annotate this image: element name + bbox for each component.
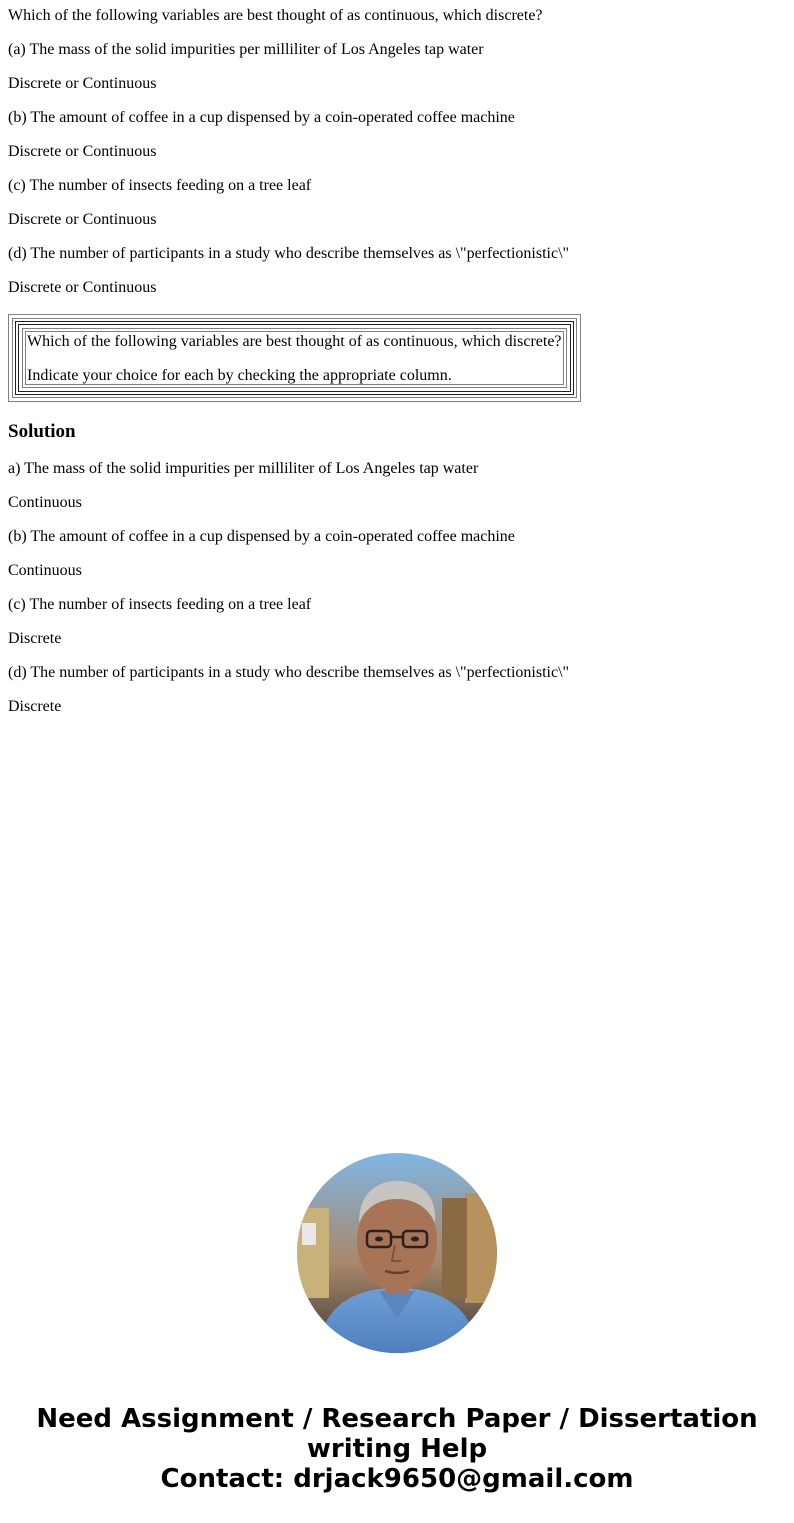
author-portrait-image	[297, 1153, 497, 1353]
question-item-b: (b) The amount of coffee in a cup dispensed by a coin-operated coffee machine	[8, 109, 515, 126]
question-options-b: Discrete or Continuous	[8, 143, 157, 160]
solution-answer-c: Discrete	[8, 630, 62, 647]
question-item-d: (d) The number of participants in a study who describe themselves as \"perfectionistic\"	[8, 245, 570, 262]
question-options-d: Discrete or Continuous	[8, 279, 157, 296]
promo-banner	[0, 1404, 794, 1494]
solution-heading: Solution	[8, 421, 76, 442]
promo-line1: Need Assignment / Research Paper / Dissertation	[36, 1404, 758, 1434]
question-intro: Which of the following variables are best thought of as continuous, which discrete?	[8, 7, 543, 24]
solution-item-d: (d) The number of participants in a study who describe themselves as \"perfectionistic\"	[8, 664, 570, 681]
author-avatar	[297, 1153, 497, 1353]
promo-contact: Contact: drjack9650@gmail.com	[160, 1464, 634, 1494]
solution-item-a: a) The mass of the solid impurities per milliliter of Los Angeles tap water	[8, 460, 479, 477]
solution-item-b: (b) The amount of coffee in a cup dispensed by a coin-operated coffee machine	[8, 528, 515, 545]
boxed-question-line2: Indicate your choice for each by checking the appropriate column.	[27, 367, 452, 384]
solution-answer-b: Continuous	[8, 562, 82, 579]
promo-line2: writing Help	[306, 1434, 488, 1464]
boxed-question-table	[8, 314, 581, 402]
question-options-a: Discrete or Continuous	[8, 75, 157, 92]
question-item-a: (a) The mass of the solid impurities per milliliter of Los Angeles tap water	[8, 41, 484, 58]
question-item-c: (c) The number of insects feeding on a tree leaf	[8, 177, 312, 194]
question-options-c: Discrete or Continuous	[8, 211, 157, 228]
solution-answer-d: Discrete	[8, 698, 62, 715]
boxed-question-line1: Which of the following variables are best thought of as continuous, which discrete?	[27, 333, 562, 350]
solution-answer-a: Continuous	[8, 494, 82, 511]
solution-item-c: (c) The number of insects feeding on a tree leaf	[8, 596, 312, 613]
